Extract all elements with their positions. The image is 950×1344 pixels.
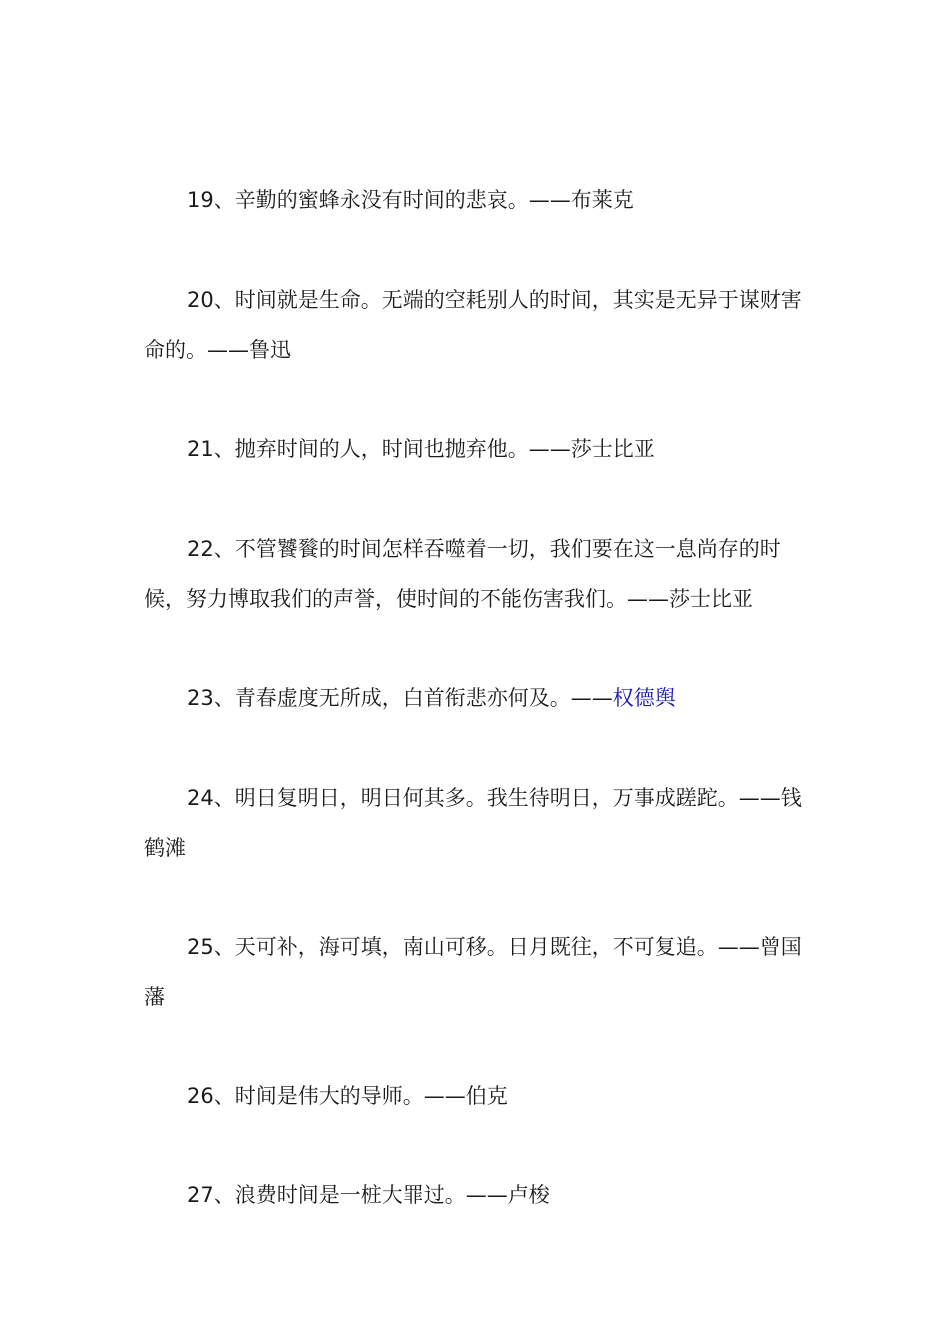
quote-author: 卢梭 <box>507 1183 550 1207</box>
quote-number: 27、 <box>187 1183 235 1207</box>
quote-text: 浪费时间是一桩大罪过。—— <box>234 1183 508 1207</box>
quote-number: 21、 <box>187 437 235 461</box>
quote-number: 20、 <box>187 288 235 312</box>
quote-author: 布莱克 <box>570 188 634 212</box>
quote-number: 24、 <box>187 786 235 810</box>
quote-text: 明日复明日，明日何其多。我生待明日，万事成蹉跎。—— <box>234 786 781 810</box>
quote-22 <box>144 524 808 624</box>
quote-24 <box>144 773 808 873</box>
quote-25 <box>144 922 808 1022</box>
quote-number: 23、 <box>187 686 235 710</box>
quote-number: 19、 <box>187 188 235 212</box>
quote-20 <box>144 275 808 375</box>
quote-text: 辛勤的蜜蜂永没有时间的悲哀。—— <box>234 188 571 212</box>
quote-number: 26、 <box>187 1084 235 1108</box>
quote-text: 青春虚度无所成，白首衔悲亦何及。—— <box>234 686 613 710</box>
quote-19 <box>144 175 808 225</box>
quote-text: 不管饕餮的时间怎样吞噬着一切，我们要在这一息尚存的时候，努力博取我们的声誉，使时间的不能伤害我们。—— <box>144 537 781 611</box>
quote-number: 22、 <box>187 537 235 561</box>
quote-text: 抛弃时间的人，时间也抛弃他。—— <box>234 437 571 461</box>
quote-text: 天可补，海可填，南山可移。日月既往，不可复追。—— <box>234 935 760 959</box>
quote-author: 莎士比亚 <box>570 437 655 461</box>
quote-author: 伯克 <box>465 1084 508 1108</box>
quote-author: 鲁迅 <box>249 338 291 362</box>
quote-26 <box>144 1071 808 1121</box>
author-link-quan-deyu[interactable]: 权德舆 <box>612 686 676 710</box>
quote-author: 钱鹤滩 <box>144 786 802 860</box>
quote-number: 25、 <box>187 935 235 959</box>
quote-23 <box>144 673 808 723</box>
quote-27 <box>144 1170 808 1220</box>
quote-text: 时间是伟大的导师。—— <box>234 1084 466 1108</box>
quote-author: 曾国藩 <box>144 935 802 1009</box>
quote-21 <box>144 424 808 474</box>
quote-author: 莎士比亚 <box>669 587 753 611</box>
quote-text: 时间就是生命。无端的空耗别人的时间，其实是无异于谋财害命的。—— <box>144 288 802 362</box>
